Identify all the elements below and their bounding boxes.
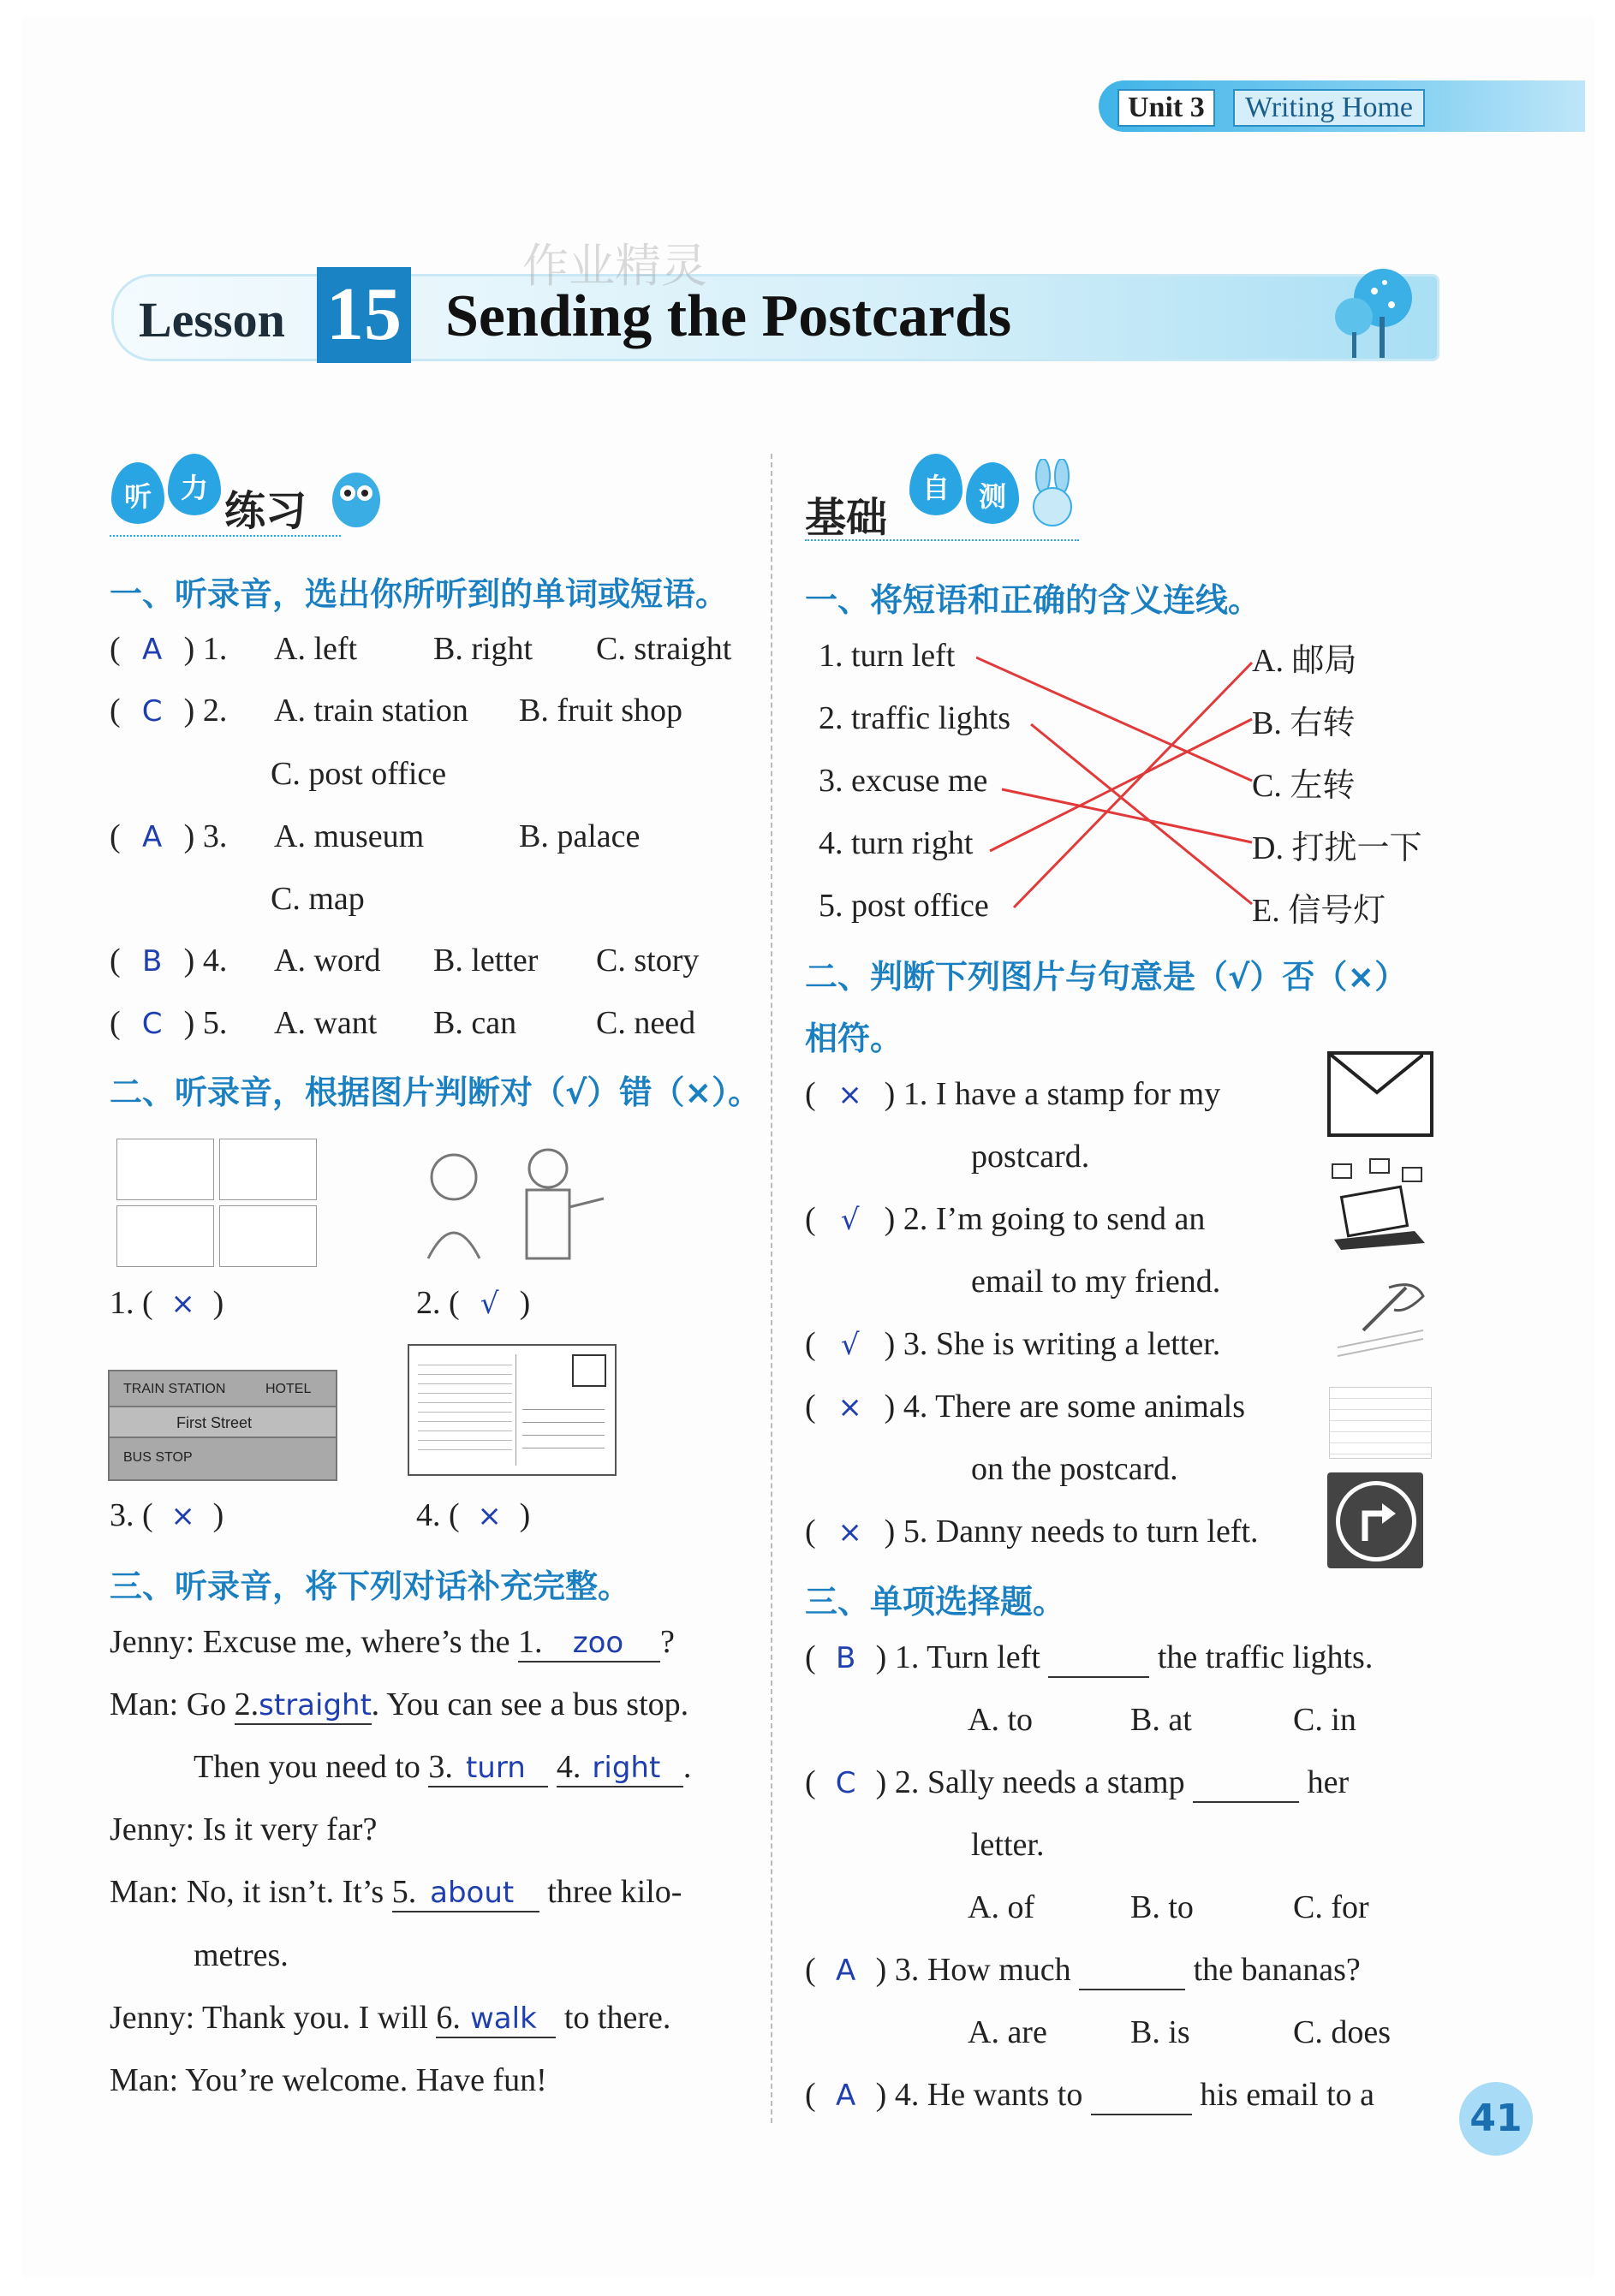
writing-hand-icon [1329,1270,1432,1365]
answer-mark: × [477,1499,502,1533]
q-text: Sally needs a stamp [927,1764,1185,1800]
q-text: He wants to [927,2077,1083,2113]
section-underline [805,539,1079,541]
dialogue-line-3 [194,1748,691,1787]
dialogue-line-1 [110,1623,675,1663]
q2-option-b: B. fruit shop [519,693,683,729]
match-line-3-D [1002,789,1252,842]
turn-right-sign-icon [1327,1472,1423,1568]
match-left-5: 5. post office [819,888,989,924]
lesson-title: Sending the Postcards [445,283,1012,349]
right-part2-heading-line1: 二、判断下列图片与句意是（√）否（×） [805,958,1408,996]
answer-letter: A [836,1954,856,1988]
right-p2-item2: ( √ ) 2. I’m going to send an [805,1201,1206,1237]
blank-num: 5. [391,1874,417,1910]
item-num: 3. [903,1326,928,1362]
unit-label: Unit 3 [1117,89,1215,127]
mc-q1-option-b: B. at [1130,1702,1192,1738]
answer-mark: × [170,1287,195,1321]
match-right-B: B. 右转 [1252,705,1356,741]
dialogue-text: Man: Go [110,1686,227,1722]
postcard-thumbnail [116,1205,214,1267]
dialogue-line-5-cont: metres. [194,1937,289,1973]
answer-mark: × [837,1390,862,1425]
section-title-practice: 练习 [224,487,307,535]
answer-mark: √ [840,1328,860,1362]
dialogue-text: . [682,1749,692,1785]
right-part3-heading: 三、单项选择题。 [805,1583,1066,1621]
q2-option-c: C. post office [271,756,447,792]
dialogue-line-5 [110,1873,682,1912]
section-bubble-li: 力 [168,454,221,515]
item-num: 2. [903,1201,928,1237]
dialogue-text: three kilo- [547,1874,682,1910]
item-label: 3. [110,1497,134,1533]
answer-letter: B [141,944,163,978]
blank-num: 1. [517,1624,543,1660]
rabbit-icon [1024,459,1081,532]
left-q1: ( A ) 1. [110,631,228,667]
answer-mark: √ [480,1287,499,1321]
lesson-word: Lesson [139,292,285,348]
dialogue-text: Jenny: Excuse me, where’s the [110,1624,510,1660]
answer-mark: × [170,1499,195,1533]
q-num: 1. [202,631,228,667]
right-part2-heading-line2: 相符。 [805,1020,903,1057]
q4-option-b: B. letter [433,943,539,978]
dialogue-line-7: Man: You’re welcome. Have fun! [110,2062,547,2098]
answer-letter: A [142,633,163,667]
right-p2-item5: ( × ) 5. Danny needs to turn left. [805,1514,1259,1550]
q-text: his email to a [1200,2077,1375,2113]
left-part1-heading: 一、听录音，选出你所听到的单词或短语。 [110,575,729,613]
match-left-4: 4. turn right [819,825,974,861]
q-text: the traffic lights. [1157,1639,1374,1675]
map-bus-stop: BUS STOP [123,1450,193,1465]
dialogue-text: Man: No, it isn’t. It’s [110,1874,384,1910]
matching-lines [976,651,1259,925]
dialogue-line-6 [110,1999,670,2038]
match-right-C: C. 左转 [1252,768,1356,804]
item-label: 1. [110,1285,134,1321]
owl-icon [327,462,385,529]
map-hotel: HOTEL [265,1382,312,1396]
left-q4: ( B ) 4. [110,943,228,978]
q1-option-a: A. left [274,631,358,667]
dialogue-text: ? [659,1624,675,1660]
right-p2-item4: ( × ) 4. There are some animals [805,1389,1246,1425]
item-label: 2. [416,1285,441,1321]
right-part1-heading: 一、将短语和正确的含义连线。 [805,581,1261,619]
item-text: I’m going to send an [935,1201,1206,1237]
blank-num: 2. [234,1686,259,1722]
page-number: 41 [1459,2082,1533,2156]
left-part3-heading: 三、听录音，将下列对话补充完整。 [110,1567,631,1605]
blank-num: 6. [436,2000,461,2036]
right-mc-q3: ( A ) 3. How much the bananas? [805,1951,1361,1990]
blank-answer: straight [259,1688,372,1722]
item-text: There are some animals [935,1389,1246,1425]
right-mc-q1: ( B ) 1. Turn left the traffic lights. [805,1639,1373,1678]
item-label: 4. [416,1497,441,1533]
watermark: 作业精灵 [522,239,707,293]
lesson-number: 15 [317,267,411,363]
dialogue-line-4: Jenny: Is it very far? [110,1811,378,1847]
answer-letter: A [836,2079,856,2113]
left-q5: ( C ) 5. [110,1005,228,1041]
blank-answer: walk [469,2002,537,2036]
match-line-4-B [990,719,1252,851]
right-p2-item2-cont: email to my friend. [971,1264,1221,1300]
match-right-A: A. 邮局 [1252,643,1357,679]
column-divider [771,454,772,2123]
left-part2-item2: 2. ( √ ) [416,1285,531,1321]
left-part2-item1: 1. ( × ) [110,1285,224,1321]
q-num: 5. [202,1005,228,1041]
mc-q1-option-c: C. in [1293,1702,1356,1738]
match-right-D: D. 打扰一下 [1252,830,1422,866]
dialogue-text: Jenny: Thank you. I will [110,2000,428,2036]
right-mc-q2: ( C ) 2. Sally needs a stamp her [805,1764,1349,1803]
match-right-E: E. 信号灯 [1252,893,1386,929]
dialogue-line-2 [110,1686,688,1725]
left-part2-item3: 3. ( × ) [110,1497,224,1533]
q3-option-c: C. map [271,881,365,917]
mc-q2-option-b: B. to [1130,1889,1194,1925]
blank-answer: about [430,1876,515,1910]
right-p2-item1-cont: postcard. [971,1139,1090,1175]
q-num: 3. [894,1952,920,1988]
mc-q2-option-a: A. of [968,1889,1035,1925]
match-line-5-A [1014,663,1252,907]
right-p2-item3: ( √ ) 3. She is writing a letter. [805,1326,1221,1362]
q-text: Turn left [927,1639,1040,1675]
item-text: She is writing a letter. [935,1326,1221,1362]
q3-option-a: A. museum [274,818,425,854]
q4-option-c: C. story [596,943,700,978]
left-part2-heading: 二、听录音，根据图片判断对（√）错（×）。 [110,1074,761,1111]
match-left-1: 1. turn left [819,638,956,674]
right-p2-item1: ( × ) 1. I have a stamp for my [805,1076,1221,1112]
q4-option-a: A. word [274,943,381,978]
postcard-thumbnail [116,1139,214,1200]
section-bubble-ting: 听 [111,462,164,524]
q5-option-b: B. can [433,1005,517,1041]
answer-letter: A [142,820,163,854]
match-left-3: 3. excuse me [819,763,988,799]
q1-option-b: B. right [433,631,533,667]
map-street: First Street [176,1414,253,1431]
q-text: How much [927,1952,1071,1988]
mc-q3-option-b: B. is [1130,2014,1190,2050]
q-num: 4. [202,943,228,978]
match-left-2: 2. traffic lights [819,700,1011,736]
section-title-basic: 基础 [805,494,888,542]
section-underline [110,535,341,537]
map-train-station: TRAIN STATION [123,1382,226,1396]
answer-mark: × [837,1515,862,1550]
answer-mark: √ [840,1203,860,1237]
tree-icon [1323,257,1426,360]
street-map-picture [108,1370,337,1481]
q-num: 2. [202,693,228,729]
q5-option-c: C. need [596,1005,696,1041]
section-bubble-ce: 测 [966,462,1019,524]
dialogue-text: to there. [563,2000,671,2036]
q3-option-b: B. palace [519,818,641,854]
q-num: 1. [894,1639,920,1675]
blank-answer: zoo [572,1626,624,1660]
laptop-email-icon [1329,1157,1432,1252]
answer-letter: C [141,1007,163,1041]
item-num: 1. [903,1076,928,1112]
mc-q3-option-c: C. does [1293,2014,1391,2050]
q5-option-a: A. want [274,1005,378,1041]
item-num: 5. [903,1514,928,1550]
unit-title: Writing Home [1233,89,1425,127]
mc-q2-option-c: C. for [1293,1889,1369,1925]
section-bubble-zi: 自 [909,454,962,515]
blank-answer: right [592,1751,661,1785]
left-q2: ( C ) 2. [110,693,228,729]
right-mc-q4: ( A ) 4. He wants to his email to a [805,2076,1374,2115]
envelope-icon [1327,1051,1433,1137]
q2-option-a: A. train station [274,693,468,729]
item-text: Danny needs to turn left. [935,1514,1259,1550]
postcard-letter-picture [408,1344,617,1476]
postcard-thumbnail [219,1139,317,1200]
answer-letter: B [835,1641,856,1675]
q-num: 3. [202,818,228,854]
postcard-picture [1329,1387,1432,1459]
match-line-1-C [976,657,1252,781]
item-num: 4. [903,1389,928,1425]
blank-num: 3. [428,1749,453,1785]
blank-num: 4. [556,1749,581,1785]
q-num: 2. [894,1764,920,1800]
left-part2-item4: 4. ( × ) [416,1497,531,1533]
q1-option-c: C. straight [596,631,732,667]
answer-mark: × [837,1078,862,1112]
q-num: 4. [894,2077,920,2113]
answer-letter: C [141,694,163,729]
q-text: her [1307,1764,1350,1800]
postcard-thumbnail [219,1205,317,1267]
item-text: I have a stamp for my [935,1076,1221,1112]
right-p2-item4-cont: on the postcard. [971,1451,1178,1487]
q-text: the bananas? [1193,1952,1361,1988]
tourists-illustration-icon [402,1139,617,1267]
mc-q1-option-a: A. to [968,1702,1033,1738]
blank-answer: turn [465,1751,526,1785]
dialogue-text: Then you need to [194,1749,420,1785]
left-q3: ( A ) 3. [110,818,228,854]
mc-q3-option-a: A. are [968,2014,1047,2050]
dialogue-text: . You can see a bus stop. [371,1686,689,1722]
right-mc-q2-cont: letter. [971,1827,1045,1863]
answer-letter: C [835,1766,856,1800]
